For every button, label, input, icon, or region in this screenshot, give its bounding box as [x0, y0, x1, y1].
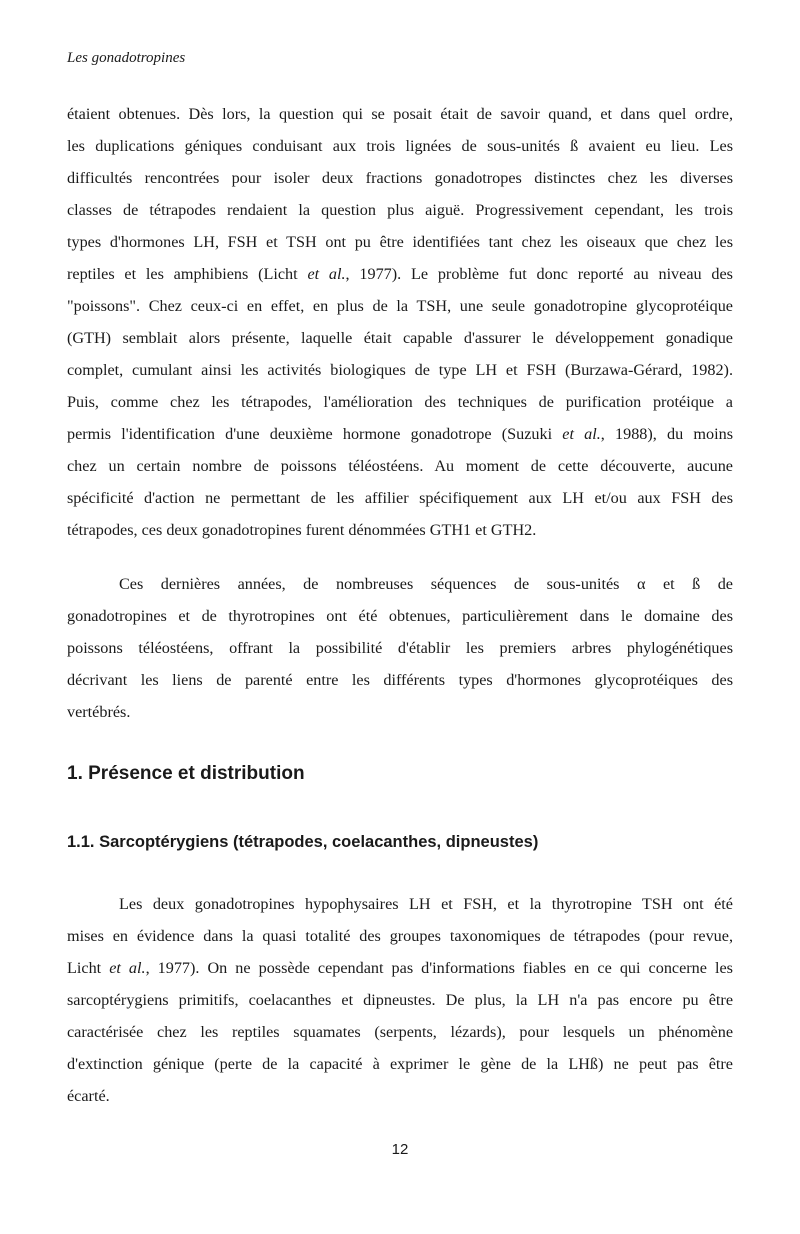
- paragraph-line: Puis, comme chez les tétrapodes, l'amélioration des techniques de purification protéique a: [67, 393, 733, 411]
- paragraph-line: (GTH) semblait alors présente, laquelle était capable d'assurer le développement gonadique: [67, 329, 733, 347]
- paragraph-line: d'extinction génique (perte de la capacité à exprimer le gène de la LHß) ne peut pas être: [67, 1055, 733, 1073]
- paragraph-line: poissons téléostéens, offrant la possibilité d'établir les premiers arbres phylogénétiques: [67, 639, 733, 657]
- paragraph-line: vertébrés.: [67, 703, 131, 721]
- paragraph-line: caractérisée chez les reptiles squamates (serpents, lézards), pour lesquels un phénomène: [67, 1023, 733, 1041]
- paragraph-line: permis l'identification d'une deuxième hormone gonadotrope (Suzuki et al., 1988), du moins: [67, 425, 733, 443]
- paragraph-line: "poissons". Chez ceux-ci en effet, en plus de la TSH, une seule gonadotropine glycoprotéique: [67, 297, 733, 315]
- paragraph-1: [67, 98, 733, 546]
- paragraph-line: Ces dernières années, de nombreuses séquences de sous-unités α et ß de: [119, 575, 733, 593]
- paragraph-line: écarté.: [67, 1087, 110, 1105]
- paragraph-line: mises en évidence dans la quasi totalité des groupes taxonomiques de tétrapodes (pour revue,: [67, 927, 733, 945]
- paragraph-line: décrivant les liens de parenté entre les différents types d'hormones glycoprotéiques des: [67, 671, 733, 689]
- paragraph-line: sarcoptérygiens primitifs, coelacanthes et dipneustes. De plus, la LH n'a pas encore pu être: [67, 991, 733, 1009]
- paragraph-line: Licht et al., 1977). On ne possède cependant pas d'informations fiables en ce qui concerne les: [67, 959, 733, 977]
- paragraph-line: tétrapodes, ces deux gonadotropines furent dénommées GTH1 et GTH2.: [67, 521, 537, 539]
- paragraph-line: classes de tétrapodes rendaient la question plus aiguë. Progressivement cependant, les trois: [67, 201, 733, 219]
- paragraph-2: [67, 568, 733, 728]
- paragraph-line: difficultés rencontrées pour isoler deux fractions gonadotropes distinctes chez les diverses: [67, 169, 733, 187]
- paragraph-line: complet, cumulant ainsi les activités biologiques de type LH et FSH (Burzawa-Gérard, 1982).: [67, 361, 733, 379]
- paragraph-line: types d'hormones LH, FSH et TSH ont pu être identifiées tant chez les oiseaux que chez les: [67, 233, 733, 251]
- paragraph-line: gonadotropines et de thyrotropines ont été obtenues, particulièrement dans le domaine des: [67, 607, 733, 625]
- paragraph-line: les duplications géniques conduisant aux trois lignées de sous-unités ß avaient eu lieu. Les: [67, 137, 733, 155]
- section-heading: 1. Présence et distribution: [67, 763, 305, 784]
- paragraph-3: [67, 888, 733, 1112]
- paragraph-line: Les deux gonadotropines hypophysaires LH et FSH, et la thyrotropine TSH ont été: [119, 895, 733, 913]
- paragraph-line: reptiles et les amphibiens (Licht et al., 1977). Le problème fut donc reporté au niveau des: [67, 265, 733, 283]
- subsection-heading: 1.1. Sarcoptérygiens (tétrapodes, coelacanthes, dipneustes): [67, 833, 539, 851]
- page-number: 12: [391, 1141, 409, 1158]
- paragraph-line: spécificité d'action ne permettant de les affilier spécifiquement aux LH et/ou aux FSH des: [67, 489, 733, 507]
- paragraph-line: chez un certain nombre de poissons téléostéens. Au moment de cette découverte, aucune: [67, 457, 733, 475]
- running-header: Les gonadotropines: [67, 50, 186, 66]
- paragraph-line: étaient obtenues. Dès lors, la question qui se posait était de savoir quand, et dans quel ordre,: [67, 105, 733, 123]
